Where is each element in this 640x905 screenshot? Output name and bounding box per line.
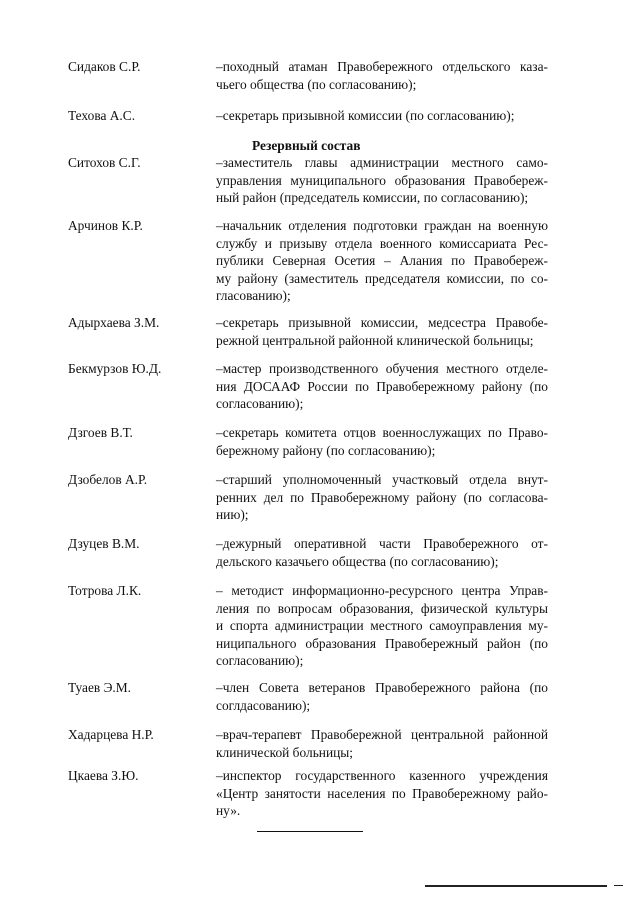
member-role: [216, 314, 548, 349]
role-line: –секретарь призывной комиссии (по согласованию);: [216, 108, 515, 123]
member-name: Сидаков С.Р.: [68, 59, 141, 74]
role-line: ный район (председатель комиссии, по согласованию);: [216, 190, 529, 205]
role-line: –инспектор государственного казенного учреждения: [216, 768, 548, 783]
member-name: Дзобелов А.Р.: [68, 472, 148, 487]
member-role: [216, 535, 548, 570]
role-line: –секретарь комитета отцов военнослужащих по Право-: [216, 425, 548, 440]
member-name: Хадарцева Н.Р.: [68, 727, 154, 742]
role-line: ния ДОСААФ России по Правобережному району (по: [216, 378, 548, 394]
role-line: согласованию);: [216, 396, 304, 411]
member-name: Туаев Э.М.: [68, 680, 132, 695]
role-line: чьего общества (по согласованию);: [216, 76, 417, 92]
member-role: [216, 767, 548, 820]
role-line: –заместитель главы администрации местного само-: [216, 155, 548, 170]
member-role: [216, 107, 548, 125]
role-line: нию);: [216, 507, 249, 522]
role-line: –член Совета ветеранов Правобережного района (по: [216, 680, 548, 695]
member-role: [216, 679, 548, 714]
role-line: согласованию);: [216, 653, 304, 668]
role-line: –мастер производственного обучения местного отделе-: [216, 361, 548, 376]
page-edge-mark: [614, 885, 623, 886]
role-line: –секретарь призывной комиссии, медсестра Правобе-: [216, 315, 548, 330]
member-role: [216, 582, 548, 670]
end-divider: [257, 831, 363, 832]
member-name: Тотрова Л.К.: [68, 583, 142, 598]
role-line: соглдасованию);: [216, 697, 311, 713]
role-line: режной центральной районной клинической больницы;: [216, 332, 534, 348]
member-name: Бекмурзов Ю.Д.: [68, 361, 162, 376]
role-line: –врач-терапевт Правобережной центральной районной: [216, 727, 548, 742]
member-role: [216, 360, 548, 413]
member-role: [216, 154, 548, 207]
member-role: [216, 471, 548, 524]
member-name: Дзуцев В.М.: [68, 536, 140, 551]
member-name: Цкаева З.Ю.: [68, 768, 139, 783]
role-line: и спорта администрации местного самоуправления му-: [216, 618, 548, 633]
role-line: ления по вопросам образования, физической культуры: [216, 600, 548, 616]
role-line: ренних дел по Правобережному району (по согласова-: [216, 489, 548, 505]
role-line: ну».: [216, 803, 241, 818]
role-line: службу и призыву отдела военного комиссариата Рес-: [216, 235, 548, 251]
role-line: –старший уполномоченный участковый отдела внут-: [216, 472, 548, 487]
section-heading: Резервный состав: [252, 138, 361, 153]
role-line: –начальник отделения подготовки граждан на военную: [216, 218, 548, 233]
page-bottom-rule: [425, 885, 607, 887]
member-role: [216, 726, 548, 761]
role-line: публики Северная Осетия – Алания по Правобереж-: [216, 253, 548, 268]
role-line: ниципального образования Правобережный район (по: [216, 635, 548, 651]
role-line: – методист информационно-ресурсного центра Управ-: [216, 583, 548, 598]
role-line: гласованию);: [216, 288, 291, 303]
member-name: Техова А.С.: [68, 108, 136, 123]
role-line: му району (заместитель председателя комиссии, по со-: [216, 270, 548, 286]
member-role: [216, 217, 548, 305]
role-line: управления муниципального образования Правобереж-: [216, 172, 548, 188]
role-line: –дежурный оперативной части Правобережного от-: [216, 536, 548, 551]
role-line: дельского казачьего общества (по согласованию);: [216, 553, 499, 569]
member-name: Арчинов К.Р.: [68, 218, 143, 233]
member-role: [216, 58, 548, 93]
member-role: [216, 424, 548, 459]
role-line: клинической больницы;: [216, 744, 354, 760]
member-name: Адырхаева З.М.: [68, 315, 160, 330]
member-name: Дзгоев В.Т.: [68, 425, 133, 440]
member-name: Ситохов С.Г.: [68, 155, 141, 170]
role-line: бережному району (по согласованию);: [216, 442, 436, 458]
role-line: «Центр занятости населения по Правобережному райо-: [216, 785, 548, 801]
role-line: –походный атаман Правобережного отдельского каза-: [216, 59, 548, 74]
